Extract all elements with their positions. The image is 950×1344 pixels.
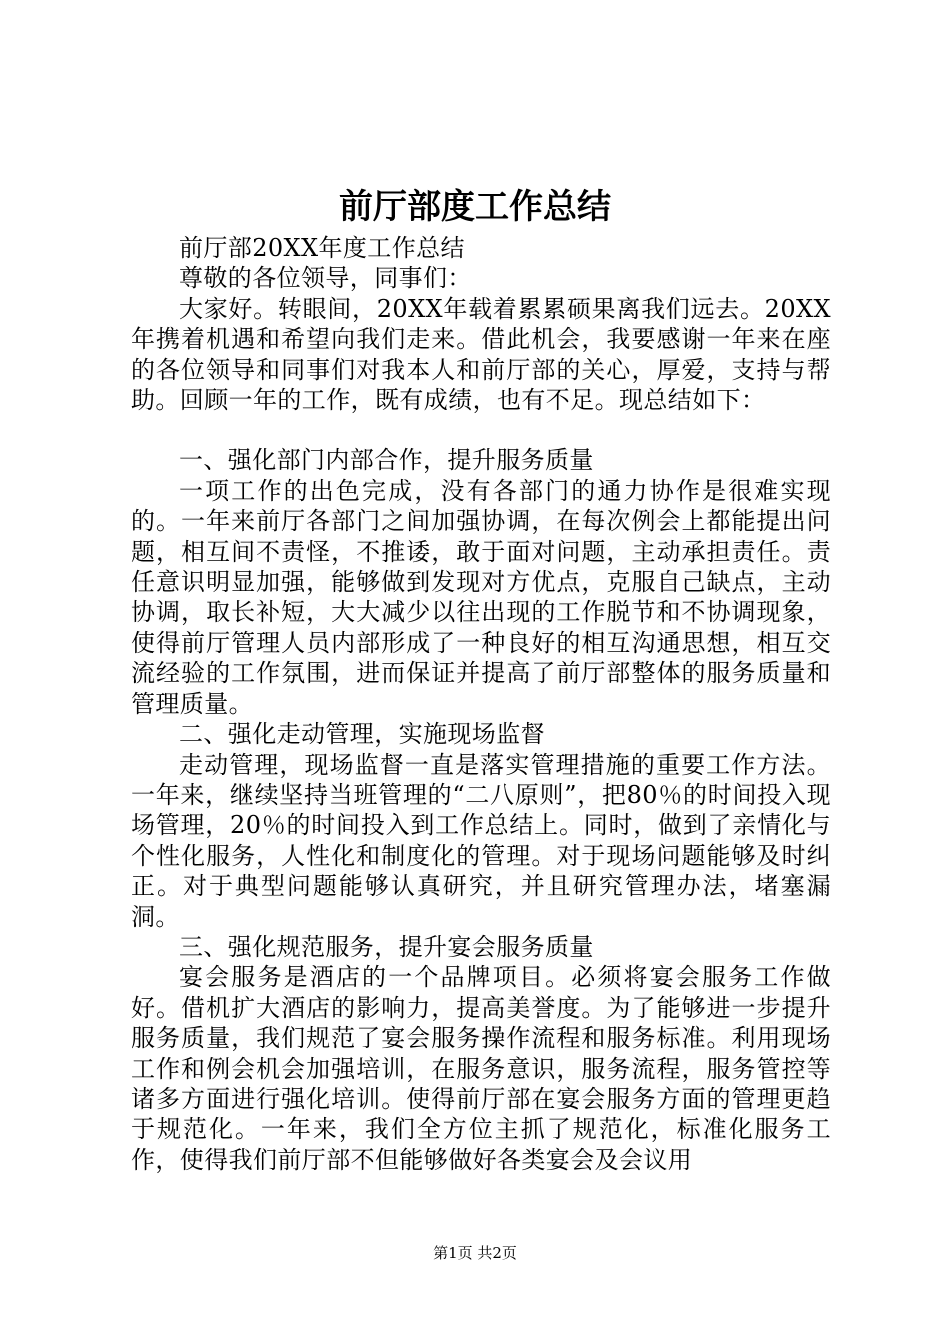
- subtitle-paragraph: 前厅部20XX年度工作总结: [179, 234, 465, 262]
- paragraph-spacer: [131, 415, 831, 445]
- document-body: [131, 233, 831, 1175]
- section-heading-3: 三、强化规范服务，提升宴会服务质量: [179, 932, 594, 961]
- document-title: 前厅部度工作总结: [339, 187, 611, 227]
- section-heading-1: 一、强化部门内部合作，提升服务质量: [179, 446, 594, 475]
- section-body-3: 宴会服务是酒店的一个品牌项目。必须将宴会服务工作做好。借机扩大酒店的影响力，提高美誉度。为了能够进一步提升服务质量，我们规范了宴会服务操作流程和服务标准。利用现场工作和例会机会加强培训，在服务意识，服务流程，服务管控等诸多方面进行强化培训。使得前厅部在宴会服务方面的管理更趋于规范化。一年来，我们全方位主抓了规范化，标准化服务工作，使得我们前厅部不但能够做好各类宴会及会议用: [131, 963, 831, 1174]
- intro-paragraph: 大家好。转眼间，20XX年载着累累硕果离我们远去。20XX年携着机遇和希望向我们走来。借此机会，我要感谢一年来在座的各位领导和同事们对我本人和前厅部的关心，厚爱，支持与帮助。回顾一年的工作，既有成绩，也有不足。现总结如下：: [131, 294, 831, 415]
- section-body-1: 一项工作的出色完成，没有各部门的通力协作是很难实现的。一年来前厅各部门之间加强协调，在每次例会上都能提出问题，相互间不责怪，不推诿，敢于面对问题，主动承担责任。责任意识明显加强，能够做到发现对方优点，克服自己缺点，主动协调，取长补短，大大减少以往出现的工作脱节和不协调现象，使得前厅管理人员内部形成了一种良好的相互沟通思想，相互交流经验的工作氛围，进而保证并提高了前厅部整体的服务质量和管理质量。: [131, 476, 831, 718]
- section-body-2: 走动管理，现场监督一直是落实管理措施的重要工作方法。一年来，继续坚持当班管理的“二八原则”，把80％的时间投入现场管理，20％的时间投入到工作总结上。同时，做到了亲情化与个性化服务，人性化和制度化的管理。对于现场问题能够及时纠正。对于典型问题能够认真研究，并且研究管理办法，堵塞漏洞。: [131, 750, 831, 931]
- salutation-paragraph: 尊敬的各位领导，同事们：: [179, 264, 472, 293]
- page-number-footer: 第1页 共2页: [433, 1244, 517, 1262]
- section-heading-2: 二、强化走动管理，实施现场监督: [179, 720, 545, 749]
